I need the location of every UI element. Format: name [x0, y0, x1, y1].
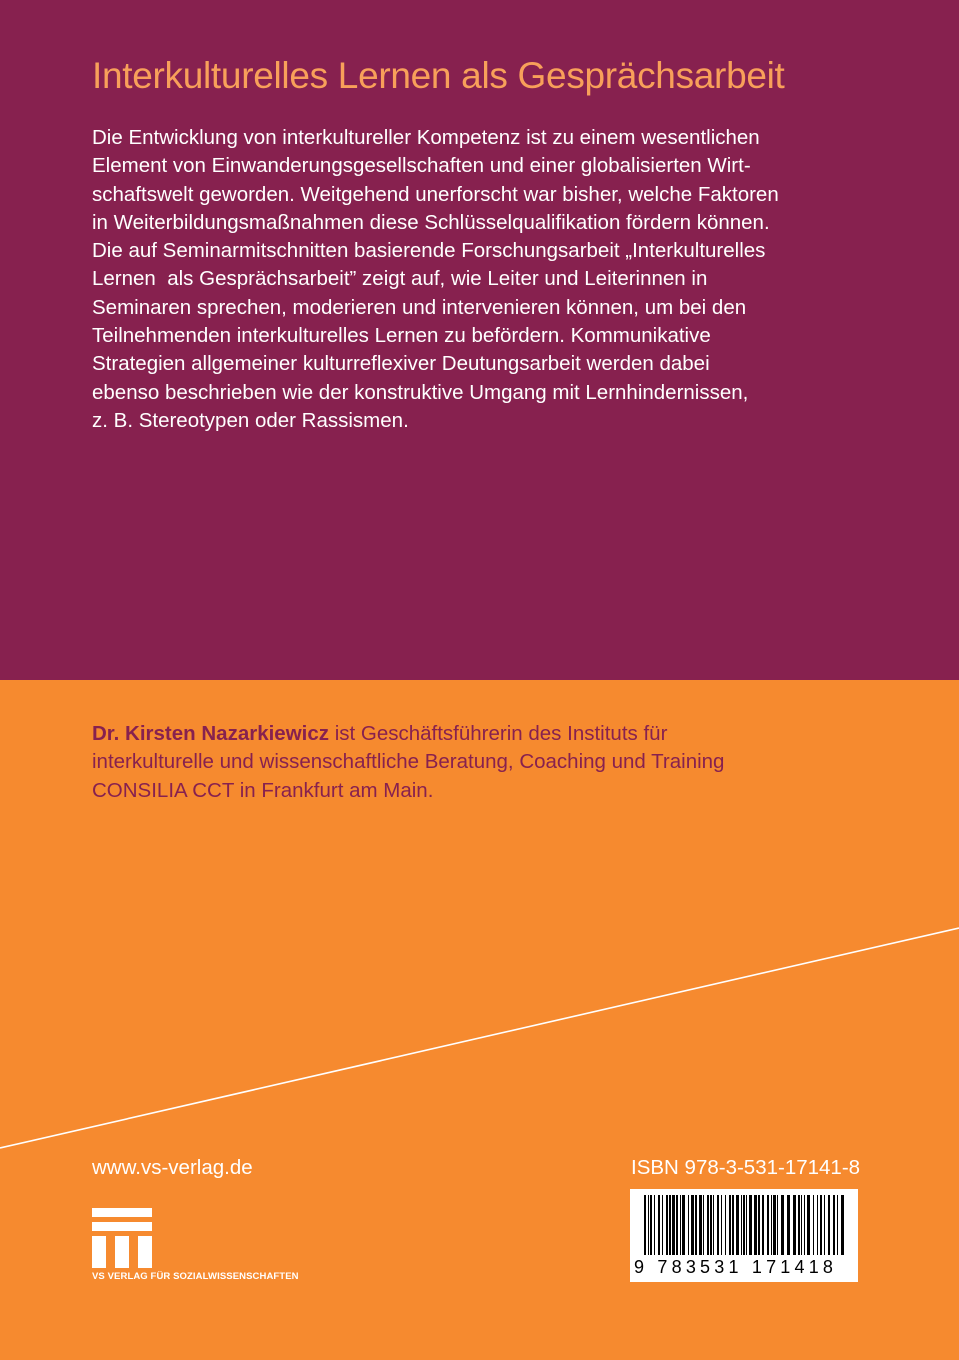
blurb-line: Die auf Seminarmitschnitten basierende Forschungsarbeit „Interkulturelles — [92, 239, 766, 263]
publisher-name: VS VERLAG FÜR SOZIALWISSENSCHAFTEN — [92, 1271, 299, 1282]
barcode-bar — [662, 1195, 663, 1255]
barcode-bar — [713, 1195, 714, 1255]
barcode-bar — [672, 1195, 675, 1255]
barcode-bar — [824, 1195, 825, 1255]
barcode-bar — [682, 1195, 685, 1255]
barcode-bar — [650, 1195, 652, 1255]
barcode-bar — [758, 1195, 760, 1255]
barcode-bar — [695, 1195, 697, 1255]
author-line: CONSILIA CCT in Frankfurt am Main. — [92, 778, 434, 802]
blurb-line: in Weiterbildungsmaßnahmen diese Schlüsselqualifikation fördern können. — [92, 210, 770, 234]
barcode-bar — [833, 1195, 835, 1255]
barcode — [630, 1189, 858, 1282]
barcode-bar — [644, 1195, 646, 1255]
barcode-bar — [703, 1195, 704, 1255]
barcode-bar — [798, 1195, 800, 1255]
barcode-bar — [787, 1195, 790, 1255]
barcode-bar — [743, 1195, 745, 1255]
barcode-bar — [741, 1195, 742, 1255]
barcode-bar — [813, 1195, 814, 1255]
isbn-text: ISBN 978-3-531-17141-8 — [631, 1156, 861, 1179]
blurb-line: schaftswelt geworden. Weitgehend unerforscht war bisher, welche Faktoren — [92, 182, 779, 206]
barcode-bar — [676, 1195, 678, 1255]
barcode-bar — [754, 1195, 757, 1255]
barcode-digits: 9 783531 171418 — [634, 1257, 838, 1277]
blurb-line: Seminaren sprechen, moderieren und intervenieren können, um bei den — [92, 295, 747, 319]
author-line: interkulturelle und wissenschaftliche Beratung, Coaching und Training — [92, 750, 725, 774]
book-title: Interkulturelles Lernen als Gesprächsarbeit — [92, 55, 785, 96]
barcode-bar — [746, 1195, 747, 1255]
barcode-bar — [688, 1195, 689, 1255]
blurb-line: Lernen als Gesprächsarbeit” zeigt auf, wie Leiter und Leiterinnen in — [92, 267, 708, 291]
blurb-line: Element von Einwanderungsgesellschaften und einer globalisierten Wirt- — [92, 154, 751, 178]
barcode-bar — [749, 1195, 752, 1255]
barcode-bar — [828, 1195, 830, 1255]
barcode-bar — [648, 1195, 649, 1255]
blurb-line: Teilnehmenden interkulturelles Lernen zu befördern. Kommunikative — [92, 324, 711, 348]
barcode-bar — [767, 1195, 769, 1255]
barcode-bar — [707, 1195, 709, 1255]
barcode-bar — [725, 1195, 726, 1255]
barcode-bar — [781, 1195, 784, 1255]
barcode-bar — [820, 1195, 822, 1255]
barcode-bar — [773, 1195, 776, 1255]
blurb-text — [92, 124, 892, 435]
barcode-bar — [699, 1195, 702, 1255]
blurb-line: Die Entwicklung von interkultureller Kompetenz ist zu einem wesentlichen — [92, 126, 760, 149]
barcode-bar — [654, 1195, 655, 1255]
barcode-bar — [771, 1195, 772, 1255]
barcode-bar — [710, 1195, 712, 1255]
blurb-line: ebenso beschrieben wie der konstruktive Umgang mit Lernhindernissen, — [92, 380, 749, 404]
barcode-bar — [680, 1195, 681, 1255]
barcode-bar — [721, 1195, 722, 1255]
barcode-bar — [732, 1195, 734, 1255]
barcode-bar — [801, 1195, 802, 1255]
author-line — [92, 720, 892, 748]
blurb-line: Strategien allgemeiner kulturreflexiver Deutungsarbeit werden dabei — [92, 352, 710, 376]
barcode-bar — [717, 1195, 719, 1255]
barcode-bar — [691, 1195, 694, 1255]
barcode-bar — [793, 1195, 796, 1255]
author-name: Dr. Kirsten Nazarkiewicz — [92, 722, 329, 745]
barcode-bar — [736, 1195, 739, 1255]
barcode-bar — [804, 1195, 805, 1255]
publisher-logo-icon — [92, 1208, 152, 1268]
publisher-url[interactable]: www.vs-verlag.de — [92, 1156, 253, 1179]
barcode-bars-icon — [630, 1189, 858, 1259]
barcode-bar — [666, 1195, 668, 1255]
author-bio — [92, 720, 892, 805]
barcode-bar — [669, 1195, 671, 1255]
barcode-bar — [817, 1195, 818, 1255]
barcode-bar — [729, 1195, 731, 1255]
barcode-bar — [658, 1195, 660, 1255]
barcode-bar — [777, 1195, 778, 1255]
barcode-bar — [841, 1195, 844, 1255]
author-line-rest: ist Geschäftsführerin des Instituts für — [329, 722, 668, 745]
barcode-bar — [807, 1195, 810, 1255]
blurb-line: z. B. Stereotypen oder Rassismen. — [92, 408, 409, 432]
barcode-bar — [837, 1195, 838, 1255]
barcode-bar — [762, 1195, 764, 1255]
